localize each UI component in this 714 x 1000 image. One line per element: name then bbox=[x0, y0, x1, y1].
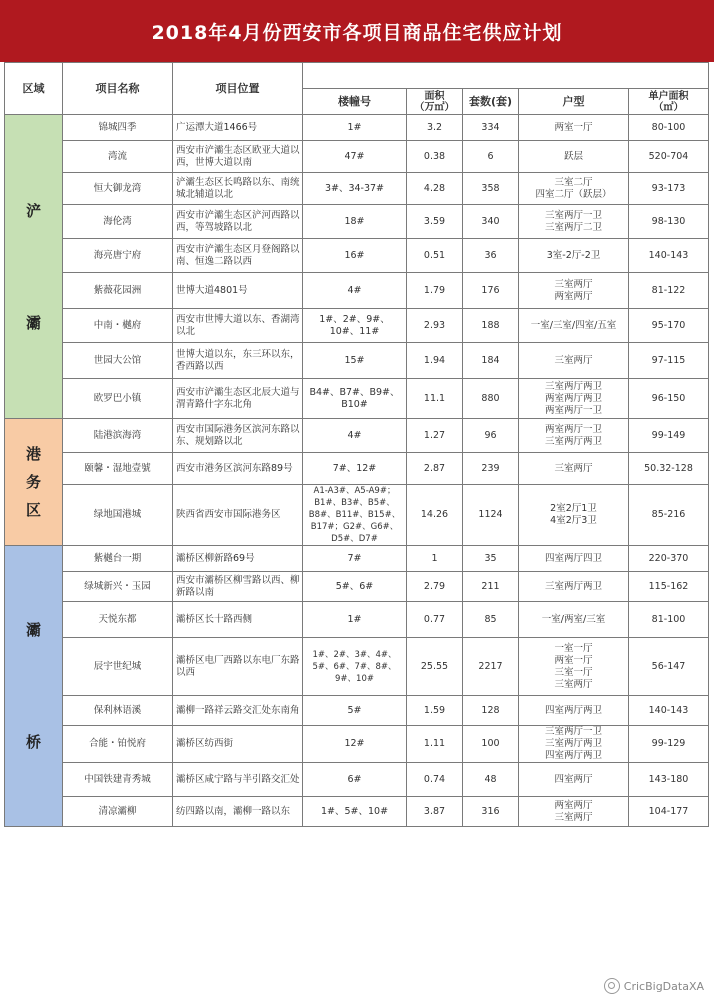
page-title: 2018年4月份西安市各项目商品住宅供应计划 bbox=[0, 0, 714, 62]
district-cell: 港 务 区 bbox=[5, 419, 63, 546]
project-name: 湾流 bbox=[63, 141, 173, 173]
layout-type: 一室/三室/四室/五室 bbox=[519, 309, 629, 343]
unit-count: 128 bbox=[463, 696, 519, 726]
project-location: 灞柳一路祥云路交汇处东南角 bbox=[173, 696, 303, 726]
unit-area-range: 81-122 bbox=[629, 273, 709, 309]
building-number: 12# bbox=[303, 726, 407, 763]
building-number: A1-A3#、A5-A9#；B1#、B3#、B5#、B8#、B11#、B15#、B17#；G2#、G6#、D5#、D7# bbox=[303, 485, 407, 546]
layout-type: 四室两厅两卫 bbox=[519, 696, 629, 726]
layout-type: 两室两厅 三室两厅 bbox=[519, 797, 629, 827]
unit-count: 85 bbox=[463, 602, 519, 638]
building-number: 3#、34-37# bbox=[303, 173, 407, 205]
unit-area-range: 50.32-128 bbox=[629, 453, 709, 485]
table-row bbox=[5, 485, 709, 546]
table-row bbox=[5, 173, 709, 205]
table-row bbox=[5, 696, 709, 726]
district-cell: 灞 桥 bbox=[5, 546, 63, 827]
project-name: 陆港滨海湾 bbox=[63, 419, 173, 453]
area-value: 2.87 bbox=[407, 453, 463, 485]
unit-area-range: 99-129 bbox=[629, 726, 709, 763]
layout-type: 三室两厅两卫 bbox=[519, 572, 629, 602]
layout-type: 3室-2厅-2卫 bbox=[519, 239, 629, 273]
project-name: 紫薇花园洲 bbox=[63, 273, 173, 309]
layout-type: 四室两厅四卫 bbox=[519, 546, 629, 572]
area-value: 11.1 bbox=[407, 379, 463, 419]
building-number: 5#、6# bbox=[303, 572, 407, 602]
project-location: 西安市灞桥区柳雪路以西、柳新路以南 bbox=[173, 572, 303, 602]
header-units: 套数(套) bbox=[463, 89, 519, 115]
district-cell: 浐 灞 bbox=[5, 115, 63, 419]
unit-count: 100 bbox=[463, 726, 519, 763]
table-row bbox=[5, 141, 709, 173]
layout-type: 三室两厅 两室两厅 bbox=[519, 273, 629, 309]
unit-count: 239 bbox=[463, 453, 519, 485]
project-location: 灞桥区电厂西路以东电厂东路以西 bbox=[173, 638, 303, 696]
header-area: 面积 （万㎡） bbox=[407, 89, 463, 115]
project-name: 海伦湾 bbox=[63, 205, 173, 239]
layout-type: 一室/两室/三室 bbox=[519, 602, 629, 638]
unit-count: 316 bbox=[463, 797, 519, 827]
unit-count: 6 bbox=[463, 141, 519, 173]
area-value: 0.77 bbox=[407, 602, 463, 638]
project-name: 海亮唐宁府 bbox=[63, 239, 173, 273]
layout-type: 跃层 bbox=[519, 141, 629, 173]
header-layout: 户型 bbox=[519, 89, 629, 115]
layout-type: 一室一厅 两室一厅 三室一厅 三室两厅 bbox=[519, 638, 629, 696]
header-building: 楼幢号 bbox=[303, 89, 407, 115]
project-location: 西安市浐灞生态区月登阁路以南、恒逸二路以西 bbox=[173, 239, 303, 273]
project-name: 紫樾台一期 bbox=[63, 546, 173, 572]
building-number: B4#、B7#、B9#、B10# bbox=[303, 379, 407, 419]
layout-type: 三室两厅一卫 三室两厅两卫 四室两厅两卫 bbox=[519, 726, 629, 763]
unit-area-range: 520-704 bbox=[629, 141, 709, 173]
supply-table bbox=[4, 62, 709, 827]
unit-area-range: 98-130 bbox=[629, 205, 709, 239]
area-value: 25.55 bbox=[407, 638, 463, 696]
table-row bbox=[5, 343, 709, 379]
area-value: 3.2 bbox=[407, 115, 463, 141]
area-value: 1.79 bbox=[407, 273, 463, 309]
area-value: 0.38 bbox=[407, 141, 463, 173]
project-name: 绿城新兴・玉园 bbox=[63, 572, 173, 602]
building-number: 1# bbox=[303, 115, 407, 141]
project-location: 陕西省西安市国际港务区 bbox=[173, 485, 303, 546]
area-value: 1.94 bbox=[407, 343, 463, 379]
watermark bbox=[604, 978, 704, 994]
project-name: 锦城四季 bbox=[63, 115, 173, 141]
building-number: 1#、2#、9#、10#、11# bbox=[303, 309, 407, 343]
table-row bbox=[5, 115, 709, 141]
area-value: 1.27 bbox=[407, 419, 463, 453]
area-value: 2.93 bbox=[407, 309, 463, 343]
project-name: 合能・铂悦府 bbox=[63, 726, 173, 763]
header-project: 项目名称 bbox=[63, 63, 173, 115]
building-number: 5# bbox=[303, 696, 407, 726]
project-name: 辰宇世纪城 bbox=[63, 638, 173, 696]
building-number: 16# bbox=[303, 239, 407, 273]
unit-area-range: 220-370 bbox=[629, 546, 709, 572]
unit-count: 96 bbox=[463, 419, 519, 453]
project-location: 广运潭大道1466号 bbox=[173, 115, 303, 141]
unit-count: 340 bbox=[463, 205, 519, 239]
unit-area-range: 80-100 bbox=[629, 115, 709, 141]
building-number: 15# bbox=[303, 343, 407, 379]
unit-count: 2217 bbox=[463, 638, 519, 696]
table-row bbox=[5, 763, 709, 797]
building-number: 7#、12# bbox=[303, 453, 407, 485]
header-district: 区域 bbox=[5, 63, 63, 115]
layout-type: 三室两厅 bbox=[519, 343, 629, 379]
project-name: 清凉灞柳 bbox=[63, 797, 173, 827]
building-number: 18# bbox=[303, 205, 407, 239]
area-value: 0.74 bbox=[407, 763, 463, 797]
project-location: 浐灞生态区长鸣路以东、南统城北辅道以北 bbox=[173, 173, 303, 205]
unit-area-range: 143-180 bbox=[629, 763, 709, 797]
unit-count: 334 bbox=[463, 115, 519, 141]
unit-area-range: 104-177 bbox=[629, 797, 709, 827]
project-location: 灞桥区柳新路69号 bbox=[173, 546, 303, 572]
table-row bbox=[5, 602, 709, 638]
unit-count: 188 bbox=[463, 309, 519, 343]
layout-type: 三室两厅一卫 三室两厅二卫 bbox=[519, 205, 629, 239]
area-value: 2.79 bbox=[407, 572, 463, 602]
building-number: 4# bbox=[303, 273, 407, 309]
table-row bbox=[5, 546, 709, 572]
unit-area-range: 95-170 bbox=[629, 309, 709, 343]
table-row bbox=[5, 638, 709, 696]
project-location: 灞桥区咸宁路与半引路交汇处 bbox=[173, 763, 303, 797]
unit-area-range: 115-162 bbox=[629, 572, 709, 602]
project-name: 颐馨・湿地壹號 bbox=[63, 453, 173, 485]
project-location: 西安市港务区滨河东路89号 bbox=[173, 453, 303, 485]
unit-count: 184 bbox=[463, 343, 519, 379]
area-value: 0.51 bbox=[407, 239, 463, 273]
table-row bbox=[5, 419, 709, 453]
project-location: 灞桥区纺西街 bbox=[173, 726, 303, 763]
header-unit-area: 单户面积 （㎡） bbox=[629, 89, 709, 115]
unit-count: 48 bbox=[463, 763, 519, 797]
project-name: 世园大公馆 bbox=[63, 343, 173, 379]
project-location: 西安市浐灞生态区浐河西路以西，等驾坡路以北 bbox=[173, 205, 303, 239]
watermark-text: CricBigDataXA bbox=[623, 979, 704, 993]
unit-area-range: 140-143 bbox=[629, 696, 709, 726]
area-value: 1 bbox=[407, 546, 463, 572]
table-row bbox=[5, 572, 709, 602]
unit-area-range: 56-147 bbox=[629, 638, 709, 696]
project-location: 西安市浐灞生态区北辰大道与渭青路什字东北角 bbox=[173, 379, 303, 419]
layout-type: 三室两厅两卫 两室两厅两卫 两室两厅一卫 bbox=[519, 379, 629, 419]
layout-type: 三室两厅 bbox=[519, 453, 629, 485]
table-row bbox=[5, 726, 709, 763]
building-number: 1#、5#、10# bbox=[303, 797, 407, 827]
project-location: 西安市国际港务区滨河东路以东、规划路以北 bbox=[173, 419, 303, 453]
project-name: 天悦东都 bbox=[63, 602, 173, 638]
unit-count: 35 bbox=[463, 546, 519, 572]
layout-type: 2室2厅1卫 4室2厅3卫 bbox=[519, 485, 629, 546]
area-value: 4.28 bbox=[407, 173, 463, 205]
table-row bbox=[5, 273, 709, 309]
table-row bbox=[5, 453, 709, 485]
project-name: 中国铁建青秀城 bbox=[63, 763, 173, 797]
unit-area-range: 140-143 bbox=[629, 239, 709, 273]
header-location: 项目位置 bbox=[173, 63, 303, 115]
table-row bbox=[5, 239, 709, 273]
unit-count: 36 bbox=[463, 239, 519, 273]
project-location: 西安市浐灞生态区欧亚大道以西，世博大道以南 bbox=[173, 141, 303, 173]
project-name: 欧罗巴小镇 bbox=[63, 379, 173, 419]
project-name: 中南・樾府 bbox=[63, 309, 173, 343]
unit-count: 358 bbox=[463, 173, 519, 205]
project-location: 世博大道4801号 bbox=[173, 273, 303, 309]
building-number: 6# bbox=[303, 763, 407, 797]
table-row bbox=[5, 205, 709, 239]
unit-count: 176 bbox=[463, 273, 519, 309]
unit-count: 1124 bbox=[463, 485, 519, 546]
area-value: 1.59 bbox=[407, 696, 463, 726]
wechat-icon bbox=[604, 978, 620, 994]
unit-area-range: 93-173 bbox=[629, 173, 709, 205]
project-name: 绿地国港城 bbox=[63, 485, 173, 546]
layout-type: 两室两厅一卫 三室两厅两卫 bbox=[519, 419, 629, 453]
building-number: 1# bbox=[303, 602, 407, 638]
building-number: 4# bbox=[303, 419, 407, 453]
layout-type: 四室两厅 bbox=[519, 763, 629, 797]
area-value: 3.87 bbox=[407, 797, 463, 827]
area-value: 14.26 bbox=[407, 485, 463, 546]
table-row bbox=[5, 379, 709, 419]
table-row bbox=[5, 797, 709, 827]
building-number: 47# bbox=[303, 141, 407, 173]
project-name: 保利林语溪 bbox=[63, 696, 173, 726]
project-location: 世博大道以东，东三环以东，香西路以西 bbox=[173, 343, 303, 379]
layout-type: 三室二厅 四室二厅（跃层） bbox=[519, 173, 629, 205]
table-row bbox=[5, 309, 709, 343]
building-number: 1#、2#、3#、4#、5#、6#、7#、8#、9#、10# bbox=[303, 638, 407, 696]
area-value: 3.59 bbox=[407, 205, 463, 239]
unit-count: 880 bbox=[463, 379, 519, 419]
unit-area-range: 81-100 bbox=[629, 602, 709, 638]
unit-area-range: 97-115 bbox=[629, 343, 709, 379]
unit-count: 211 bbox=[463, 572, 519, 602]
project-location: 灞桥区长十路西侧 bbox=[173, 602, 303, 638]
project-location: 纺四路以南，灞柳一路以东 bbox=[173, 797, 303, 827]
unit-area-range: 85-216 bbox=[629, 485, 709, 546]
project-name: 恒大御龙湾 bbox=[63, 173, 173, 205]
unit-area-range: 99-149 bbox=[629, 419, 709, 453]
unit-area-range: 96-150 bbox=[629, 379, 709, 419]
layout-type: 两室一厅 bbox=[519, 115, 629, 141]
building-number: 7# bbox=[303, 546, 407, 572]
project-location: 西安市世博大道以东、香湖湾以北 bbox=[173, 309, 303, 343]
area-value: 1.11 bbox=[407, 726, 463, 763]
